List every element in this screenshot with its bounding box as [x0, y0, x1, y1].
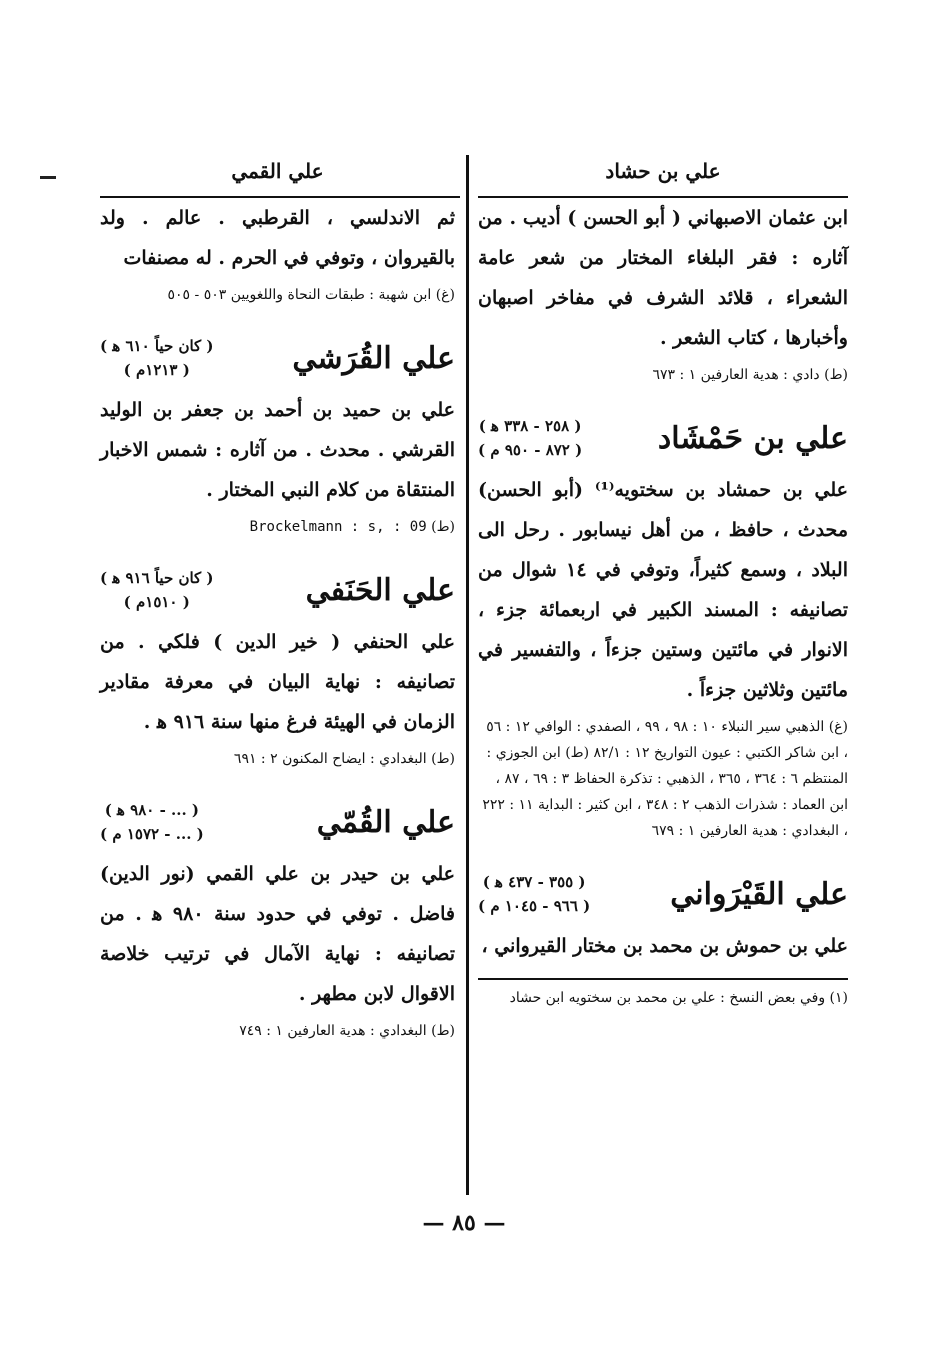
entry-text: علي بن حموش بن محمد بن مختار القيرواني ،	[481, 935, 848, 957]
entry-dates	[478, 414, 582, 462]
gregorian-dates: ( ٩٦٦ - ١٠٤٥ م )	[478, 897, 591, 915]
entry-name: علي بن حَمْشَاد	[657, 420, 848, 456]
left-column	[100, 150, 455, 1044]
entry-name: علي القُرَشي	[292, 340, 455, 376]
hijri-dates: ( كان حياً ٩١٦ ﻫ )	[100, 569, 214, 587]
source-latin: Brockelmann : s, : 09	[249, 519, 427, 535]
footnote: (١) وفي بعض النسخ : علي بن محمد بن سختويه ابن حشاد	[509, 990, 848, 1006]
entry-heading	[100, 798, 455, 846]
entry-dates	[100, 566, 214, 614]
entry-text: علي بن حمشاد بن سختويه⁽¹⁾ (أبو الحسن) محدث ، حافظ ، من أهل نيسابور . رحل الى البلاد ، وسمع كثيراً، وتوفي في ١٤ شوال من تصانيفه : المسند الكبير في اربعمائة جزء ، الانوار في مائتين وستين جزءاً ، والتفسير في مائتين وثلاثين جزءاً .	[478, 479, 848, 701]
entry-name: علي القَيْرَواني	[670, 876, 848, 912]
continued-entry-text: ثم الاندلسي ، القرطبي . عالم . ولد بالقيروان ، وتوفي في الحرم . له مصنفات	[100, 207, 455, 269]
continued-entry-sources: (ط) دادي : هدية العارفين ١ : ٦٧٣	[652, 367, 848, 383]
gregorian-dates: ( ١٥١٠م )	[123, 593, 190, 611]
entry-text: علي الحنفي ( خير الدين ) فلكي . من تصانيفه : نهاية البيان في معرفة مقادير الزمان في الهيئة فرغ منها سنة ٩١٦ ﻫ .	[100, 631, 455, 733]
continued-entry-sources: (غ) ابن شهبة : طبقات النحاة واللغويين ٥٠٣ - ٥٠٥	[167, 287, 455, 303]
right-column	[478, 150, 848, 1010]
running-header-left: علي القمي	[231, 159, 324, 183]
hijri-dates: ( ٣٥٥ - ٤٣٧ ﻫ )	[482, 873, 586, 891]
entry-heading	[478, 414, 848, 462]
hijri-dates: ( ٢٥٨ - ٣٣٨ ﻫ )	[478, 417, 582, 435]
gregorian-dates: ( ٨٧٢ - ٩٥٠ م )	[478, 441, 583, 459]
column-divider	[466, 155, 469, 1195]
margin-mark	[40, 176, 56, 179]
running-header-right: علي بن حشاد	[605, 159, 721, 183]
hijri-dates: ( ... - ٩٨٠ ﻫ )	[104, 801, 199, 819]
entry-sources	[100, 514, 455, 540]
continued-entry-text: ابن عثمان الاصبهاني ( أبو الحسن ) أديب . من آثاره : فقر البلغاء المختار من شعر عامة الشعراء ، قلائد الشرف في مفاخر اصبهان وأخبارها ، كتاب الشعر .	[478, 207, 848, 349]
entry-text: علي بن حيدر بن علي القمي (نور الدين) فاضل . توفي في حدود سنة ٩٨٠ ﻫ . من تصانيفه : نهاية الآمال في ترتيب خلاصة الاقوال لابن مطهر .	[100, 863, 455, 1005]
hijri-dates: ( كان حياً ٦١٠ ﻫ )	[100, 337, 214, 355]
entry-heading	[100, 566, 455, 614]
entry-dates	[100, 798, 204, 846]
gregorian-dates: ( ... - ١٥٧٢ م )	[100, 825, 204, 843]
entry-heading	[100, 334, 455, 382]
entry-sources: (ط) البغدادي : هدية العارفين ١ : ٧٤٩	[239, 1023, 455, 1039]
footnote-rule	[478, 978, 848, 980]
entry-text: علي بن حميد بن أحمد بن جعفر بن الوليد القرشي . محدث . من آثاره : شمس الاخبار المنتقاة من كلام النبي المختار .	[100, 399, 455, 501]
entry-dates	[478, 870, 590, 918]
source-label: (ط)	[431, 519, 455, 535]
entry-sources: (ط) البغدادي : ايضاح المكنون ٢ : ٦٩١	[233, 751, 455, 767]
entry-name: علي القُمّي	[316, 804, 455, 840]
entry-heading	[478, 870, 848, 918]
entry-name: علي الحَنَفي	[305, 572, 455, 608]
gregorian-dates: ( ١٢١٣م )	[123, 361, 190, 379]
entry-sources: (غ) الذهبي سير النبلاء ١٠ : ٩٨ ، ٩٩ ، الصفدي : الوافي ١٢ : ٥٦ ، ابن شاكر الكتبي : عيون التواريخ ١٢ : ٨٢/١ (ط) ابن الجوزي : المنتظم ٦ : ٣٦٤ ، ٣٦٥ ، الذهبي : تذكرة الحفاظ ٣ : ٦٩ ، ٨٧ ، ابن العماد : شذرات الذهب ٢ : ٣٤٨ ، ابن كثير : البداية ١١ : ٢٢٢ ، البغدادي : هدية العارفين ١ : ٦٧٩	[482, 719, 848, 839]
entry-dates	[100, 334, 214, 382]
page-number: — ٨٥ —	[422, 1210, 506, 1236]
